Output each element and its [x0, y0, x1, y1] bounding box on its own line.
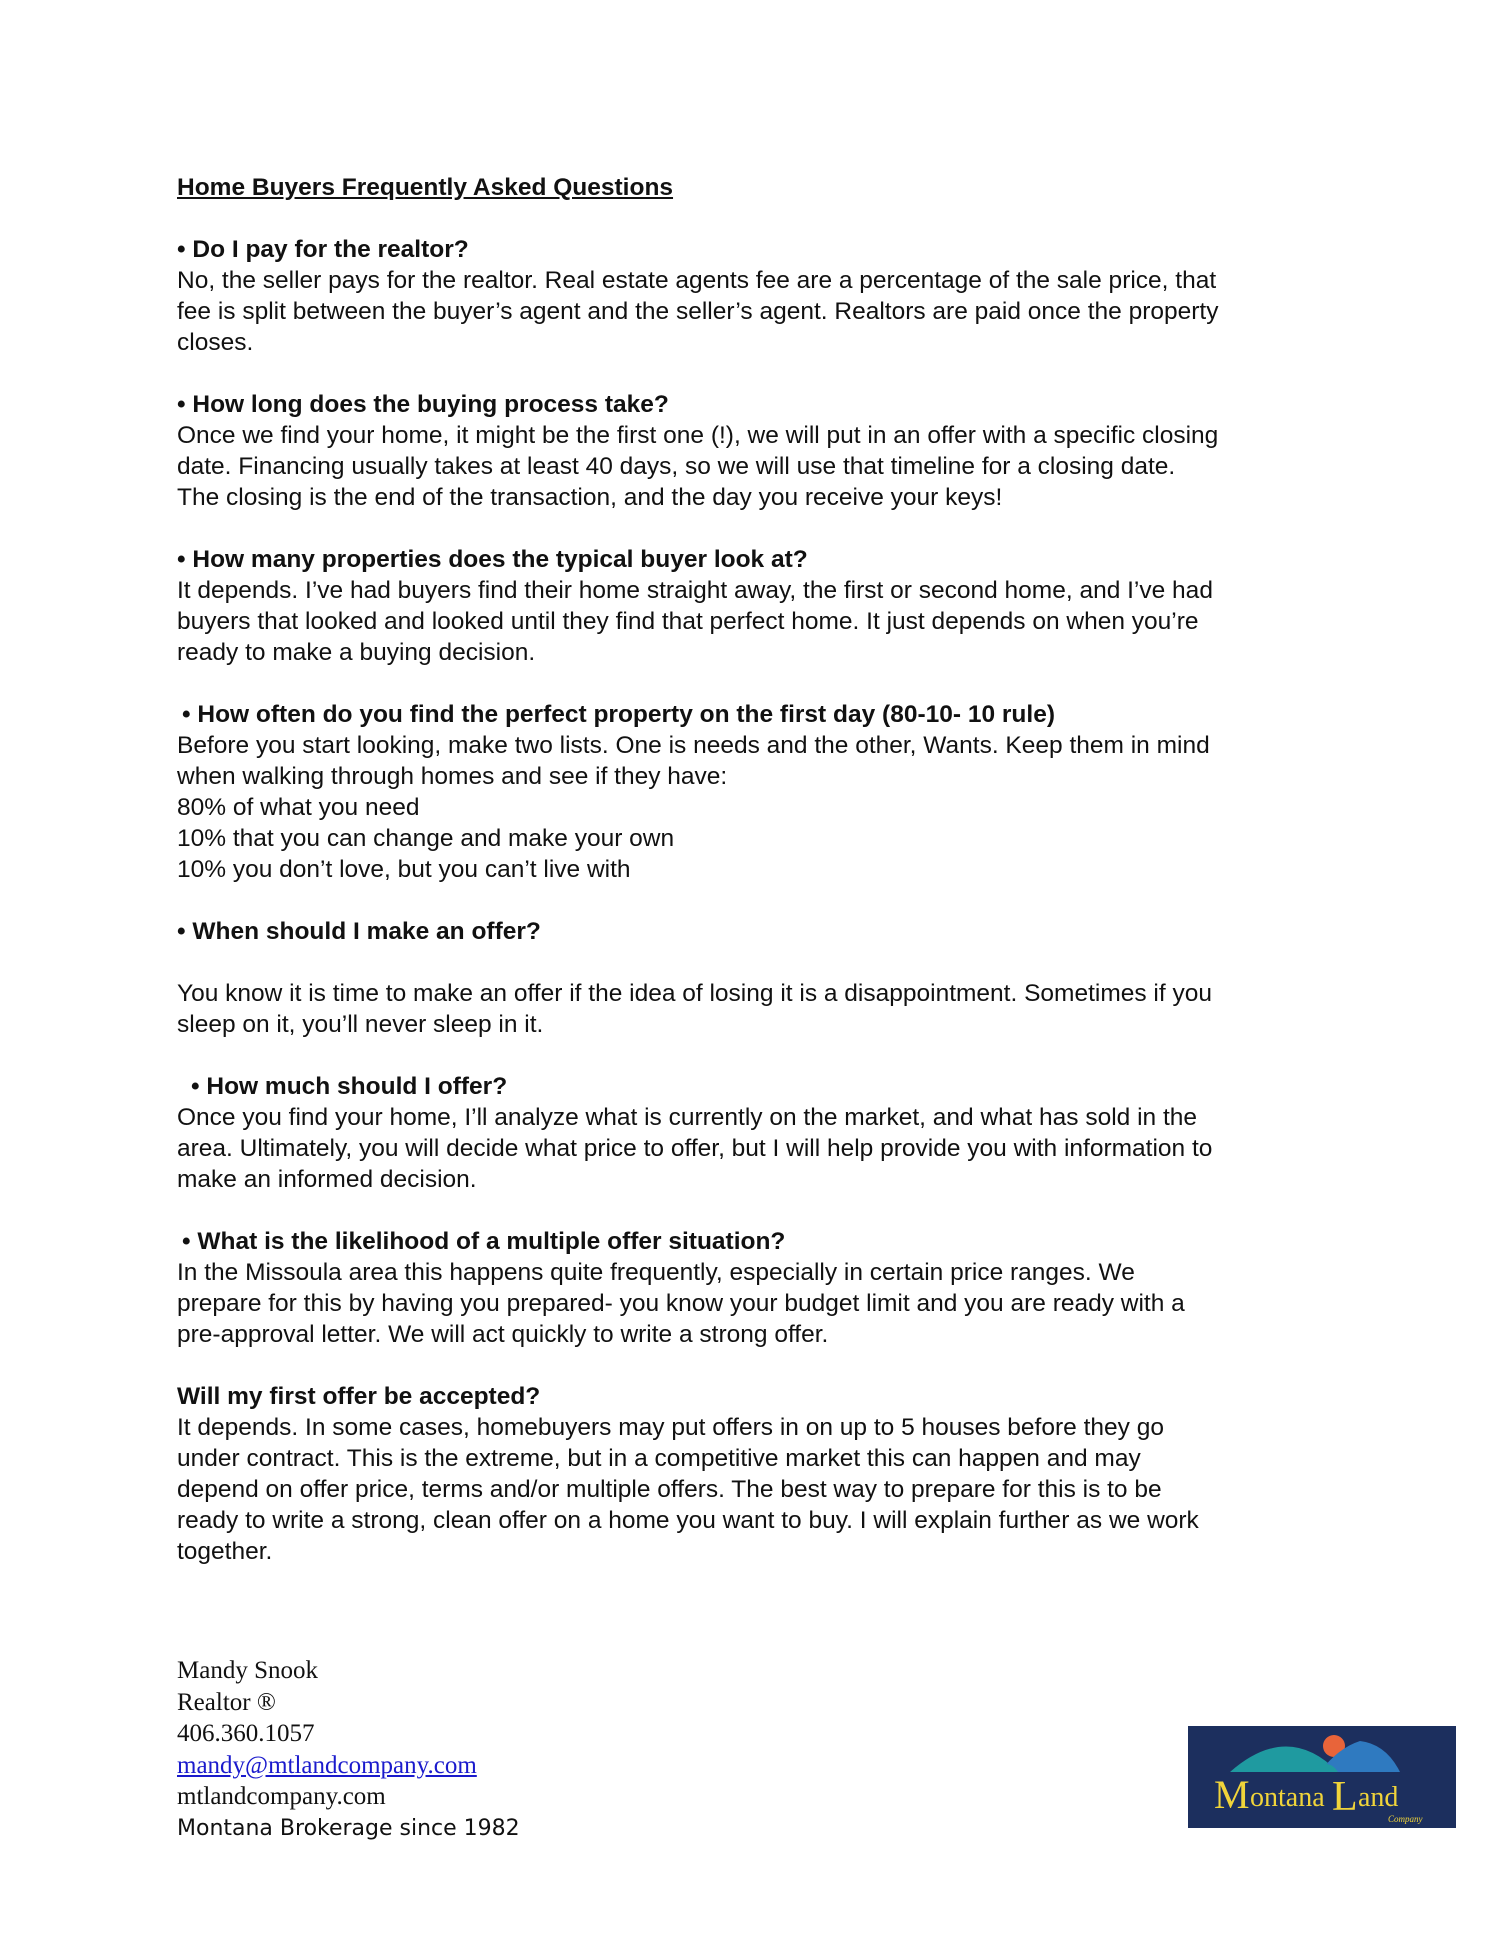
faq-answer-line: together.: [177, 1538, 273, 1565]
faq-answer-line: when walking through homes and see if they have:: [177, 763, 728, 790]
faq-answer-line: Once you find your home, I’ll analyze what is currently on the market, and what has sold in the: [177, 1104, 1198, 1131]
document-title: Home Buyers Frequently Asked Questions: [177, 174, 674, 201]
faq-answer-line: No, the seller pays for the realtor. Real estate agents fee are a percentage of the sale price, that: [177, 267, 1217, 294]
svg-text:L: L: [1332, 1774, 1358, 1820]
faq-question: • How often do you find the perfect property on the first day (80-10- 10 rule): [182, 701, 1055, 728]
signature-block: [177, 1655, 520, 1844]
faq-document: [177, 172, 1377, 1567]
faq-answer-line: date. Financing usually takes at least 40 days, so we will use that timeline for a closing date.: [177, 453, 1176, 480]
agent-role: Realtor ®: [177, 1688, 276, 1716]
faq-answer-line: fee is split between the buyer’s agent and the seller’s agent. Realtors are paid once the property: [177, 298, 1219, 325]
faq-answer-line: 10% that you can change and make your own: [177, 825, 675, 852]
faq-question: • How long does the buying process take?: [177, 391, 669, 418]
svg-text:Company: Company: [1388, 1814, 1423, 1824]
faq-answer-line: make an informed decision.: [177, 1166, 477, 1193]
svg-text:ontana: ontana: [1250, 1782, 1325, 1813]
faq-answer-line: Once we find your home, it might be the first one (!), we will put in an offer with a specific closing: [177, 422, 1219, 449]
faq-answer-line: The closing is the end of the transaction, and the day you receive your keys!: [177, 484, 1003, 511]
email-link[interactable]: mandy@mtlandcompany.com: [177, 1751, 477, 1779]
faq-answer-line: It depends. I’ve had buyers find their home straight away, the first or second home, and I’ve had: [177, 577, 1213, 604]
faq-answer-line: You know it is time to make an offer if the idea of losing it is a disappointment. Sometimes if you: [177, 980, 1212, 1007]
faq-question: • How much should I offer?: [191, 1073, 508, 1100]
svg-text:and: and: [1358, 1782, 1399, 1813]
faq-answer-line: In the Missoula area this happens quite frequently, especially in certain price ranges. We: [177, 1259, 1135, 1286]
faq-question: • When should I make an offer?: [177, 918, 541, 945]
faq-answer-line: under contract. This is the extreme, but in a competitive market this can happen and may: [177, 1445, 1141, 1472]
faq-question: • How many properties does the typical buyer look at?: [177, 546, 808, 573]
agent-name: Mandy Snook: [177, 1657, 318, 1684]
company-tagline: Montana Brokerage since 1982: [177, 1815, 520, 1841]
faq-answer-line: ready to write a strong, clean offer on a home you want to buy. I will explain further as we work: [177, 1507, 1199, 1534]
faq-answer-line: closes.: [177, 329, 254, 356]
faq-answer-line: pre-approval letter. We will act quickly to write a strong offer.: [177, 1321, 829, 1348]
faq-answer-line: 10% you don’t love, but you can’t live with: [177, 856, 631, 883]
faq-answer-line: 80% of what you need: [177, 794, 420, 821]
svg-text:M: M: [1214, 1772, 1250, 1817]
agent-phone: 406.360.1057: [177, 1720, 315, 1747]
faq-answer-line: area. Ultimately, you will decide what price to offer, but I will help provide you with information to: [177, 1135, 1213, 1162]
faq-answer-line: prepare for this by having you prepared- you know your budget limit and you are ready with a: [177, 1290, 1185, 1317]
montana-land-logo: [1188, 1726, 1456, 1828]
faq-answer-line: It depends. In some cases, homebuyers may put offers in on up to 5 houses before they go: [177, 1414, 1164, 1441]
faq-answer-line: sleep on it, you’ll never sleep in it.: [177, 1011, 544, 1038]
company-website: mtlandcompany.com: [177, 1783, 386, 1810]
faq-answer-line: buyers that looked and looked until they find that perfect home. It just depends on when you’re: [177, 608, 1199, 635]
faq-question: Will my first offer be accepted?: [177, 1383, 541, 1410]
faq-answer-line: ready to make a buying decision.: [177, 639, 536, 666]
faq-answer-line: Before you start looking, make two lists. One is needs and the other, Wants. Keep them in mind: [177, 732, 1210, 759]
mountain-logo-icon: [1188, 1726, 1456, 1828]
faq-question: • Do I pay for the realtor?: [177, 236, 469, 263]
faq-answer-line: depend on offer price, terms and/or multiple offers. The best way to prepare for this is to be: [177, 1476, 1162, 1503]
faq-question: • What is the likelihood of a multiple offer situation?: [182, 1228, 786, 1255]
